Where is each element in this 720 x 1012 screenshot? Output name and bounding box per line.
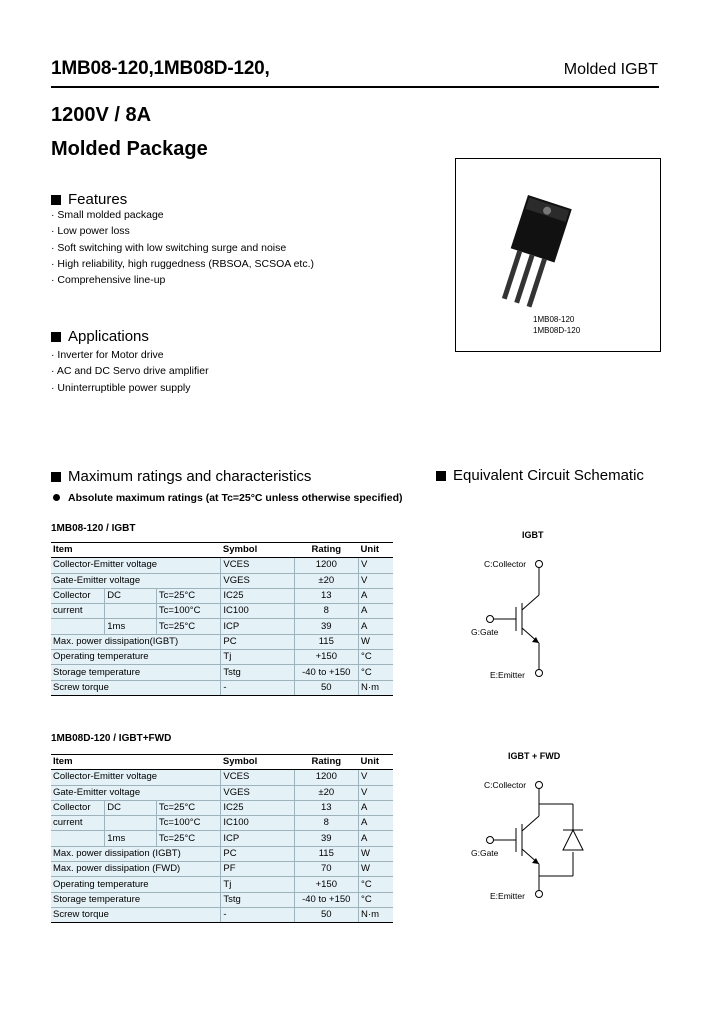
table-row bbox=[51, 862, 393, 877]
col-header-symbol: Symbol bbox=[221, 755, 294, 770]
application-item: · Inverter for Motor drive bbox=[51, 347, 209, 363]
row-symbol: VGES bbox=[221, 573, 294, 588]
row-rating: 50 bbox=[294, 680, 359, 695]
header-rule bbox=[51, 86, 659, 88]
row-item: Screw torque bbox=[51, 680, 221, 695]
table-row bbox=[51, 650, 393, 665]
rating-line: 1200V / 8A bbox=[51, 104, 152, 126]
row-symbol: ICP bbox=[221, 619, 294, 634]
row-unit: W bbox=[359, 634, 393, 649]
table-row bbox=[51, 604, 393, 619]
part-numbers-title: 1MB08-120,1MB08D-120, bbox=[51, 58, 270, 79]
table-row bbox=[51, 800, 393, 815]
row-condition: Tc=25°C bbox=[156, 800, 221, 815]
row-item: Max. power dissipation(IGBT) bbox=[51, 634, 221, 649]
row-sub bbox=[105, 816, 157, 831]
row-condition: Tc=25°C bbox=[156, 619, 221, 634]
feature-item: · High reliability, high ruggedness (RBSOA, SCSOA etc.) bbox=[51, 256, 314, 272]
application-item: · Uninterruptible power supply bbox=[51, 380, 209, 396]
row-rating: -40 to +150 bbox=[294, 892, 359, 907]
row-rating: 8 bbox=[294, 604, 359, 619]
row-rating: +150 bbox=[294, 650, 359, 665]
igbt-circuit-symbol bbox=[470, 555, 570, 680]
table-header-row bbox=[51, 543, 393, 558]
row-symbol: Tj bbox=[221, 877, 294, 892]
square-bullet-icon bbox=[51, 332, 61, 342]
row-unit: °C bbox=[359, 650, 393, 665]
row-unit: V bbox=[359, 558, 393, 573]
row-unit: N·m bbox=[359, 680, 393, 695]
row-unit: V bbox=[359, 573, 393, 588]
feature-item: · Comprehensive line-up bbox=[51, 272, 314, 288]
row-condition: Tc=25°C bbox=[156, 831, 221, 846]
col-header-item: Item bbox=[51, 755, 221, 770]
feature-item: · Low power loss bbox=[51, 223, 314, 239]
row-condition: Tc=100°C bbox=[156, 816, 221, 831]
table-row bbox=[51, 680, 393, 695]
square-bullet-icon bbox=[51, 195, 61, 205]
row-condition: Tc=100°C bbox=[156, 604, 221, 619]
max-ratings-subheading bbox=[53, 492, 403, 504]
row-sub bbox=[105, 604, 157, 619]
device-type: Molded IGBT bbox=[563, 61, 658, 78]
table-row bbox=[51, 831, 393, 846]
table-row bbox=[51, 846, 393, 861]
col-header-symbol: Symbol bbox=[221, 543, 294, 558]
max-ratings-subheading-text: Absolute maximum ratings (at Tc=25°C unless otherwise specified) bbox=[68, 492, 403, 504]
package-line-text: Molded Package bbox=[51, 138, 208, 160]
feature-item: · Small molded package bbox=[51, 207, 314, 223]
square-bullet-icon bbox=[51, 472, 61, 482]
row-unit: A bbox=[359, 831, 393, 846]
row-rating: 1200 bbox=[294, 558, 359, 573]
row-rating: 115 bbox=[294, 846, 359, 861]
row-item: Collector bbox=[51, 800, 105, 815]
igbt-schematic-title: IGBT bbox=[522, 530, 544, 540]
table1-label: 1MB08-120 / IGBT bbox=[51, 523, 136, 534]
row-symbol: Tstg bbox=[221, 665, 294, 680]
row-item: current bbox=[51, 816, 105, 831]
row-item: Collector bbox=[51, 588, 105, 603]
table2-label: 1MB08D-120 / IGBT+FWD bbox=[51, 733, 172, 744]
row-rating: 13 bbox=[294, 800, 359, 815]
application-item: · AC and DC Servo drive amplifier bbox=[51, 363, 209, 379]
table-row bbox=[51, 770, 393, 785]
igbt-emitter-label: E:Emitter bbox=[490, 670, 525, 680]
table-row bbox=[51, 892, 393, 907]
features-heading-text: Features bbox=[68, 191, 128, 208]
row-rating: -40 to +150 bbox=[294, 665, 359, 680]
row-sub: DC bbox=[105, 800, 157, 815]
row-unit: °C bbox=[359, 665, 393, 680]
row-unit: V bbox=[359, 785, 393, 800]
row-rating: 8 bbox=[294, 816, 359, 831]
row-unit: A bbox=[359, 619, 393, 634]
row-unit: A bbox=[359, 604, 393, 619]
row-unit: A bbox=[359, 588, 393, 603]
row-item: current bbox=[51, 604, 105, 619]
row-item: Screw torque bbox=[51, 907, 221, 922]
row-sub: DC bbox=[105, 588, 157, 603]
row-item: Collector-Emitter voltage bbox=[51, 770, 221, 785]
table-header-row bbox=[51, 755, 393, 770]
table-row bbox=[51, 634, 393, 649]
row-rating: 13 bbox=[294, 588, 359, 603]
row-symbol: Tstg bbox=[221, 892, 294, 907]
table-row bbox=[51, 816, 393, 831]
col-header-item: Item bbox=[51, 543, 221, 558]
row-item: Storage temperature bbox=[51, 892, 221, 907]
col-header-rating: Rating bbox=[294, 543, 359, 558]
col-header-unit: Unit bbox=[359, 543, 393, 558]
applications-heading bbox=[51, 328, 149, 345]
row-item bbox=[51, 619, 105, 634]
applications-list bbox=[51, 347, 209, 396]
row-unit: °C bbox=[359, 892, 393, 907]
row-symbol: ICP bbox=[221, 831, 294, 846]
row-condition: Tc=25°C bbox=[156, 588, 221, 603]
ratings-table-2 bbox=[51, 754, 393, 923]
igbt-collector-label: C:Collector bbox=[484, 559, 527, 569]
row-rating: 115 bbox=[294, 634, 359, 649]
features-heading bbox=[51, 191, 127, 208]
fwd-collector-label: C:Collector bbox=[484, 780, 527, 790]
row-item: Gate-Emitter voltage bbox=[51, 573, 221, 588]
max-ratings-heading-text: Maximum ratings and characteristics bbox=[68, 468, 312, 485]
row-unit: N·m bbox=[359, 907, 393, 922]
table-row bbox=[51, 665, 393, 680]
row-unit: A bbox=[359, 800, 393, 815]
photo-caption-1: 1MB08-120 bbox=[533, 315, 575, 324]
row-sub: 1ms bbox=[105, 619, 157, 634]
schematic-heading-text: Equivalent Circuit Schematic bbox=[453, 467, 644, 484]
igbt-gate-label: G:Gate bbox=[471, 627, 499, 637]
row-symbol: PF bbox=[221, 862, 294, 877]
fwd-gate-label: G:Gate bbox=[471, 848, 499, 858]
row-symbol: PC bbox=[221, 846, 294, 861]
row-unit: W bbox=[359, 846, 393, 861]
row-item: Max. power dissipation (FWD) bbox=[51, 862, 221, 877]
fwd-schematic-title: IGBT + FWD bbox=[508, 751, 561, 761]
table-row bbox=[51, 558, 393, 573]
row-item: Operating temperature bbox=[51, 877, 221, 892]
table-row bbox=[51, 619, 393, 634]
row-symbol: Tj bbox=[221, 650, 294, 665]
row-item: Operating temperature bbox=[51, 650, 221, 665]
igbt-fwd-circuit-symbol bbox=[470, 776, 600, 901]
table-row bbox=[51, 588, 393, 603]
photo-caption-2: 1MB08D-120 bbox=[533, 326, 581, 335]
row-item: Storage temperature bbox=[51, 665, 221, 680]
row-item bbox=[51, 831, 105, 846]
row-unit: A bbox=[359, 816, 393, 831]
max-ratings-heading bbox=[51, 468, 311, 485]
row-symbol: IC25 bbox=[221, 800, 294, 815]
square-bullet-icon bbox=[436, 471, 446, 481]
row-rating: 39 bbox=[294, 831, 359, 846]
row-rating: 39 bbox=[294, 619, 359, 634]
row-symbol: PC bbox=[221, 634, 294, 649]
row-rating: 1200 bbox=[294, 770, 359, 785]
row-item: Max. power dissipation (IGBT) bbox=[51, 846, 221, 861]
applications-heading-text: Applications bbox=[68, 328, 149, 345]
row-unit: V bbox=[359, 770, 393, 785]
row-symbol: VGES bbox=[221, 785, 294, 800]
row-symbol: - bbox=[221, 680, 294, 695]
row-symbol: IC25 bbox=[221, 588, 294, 603]
row-rating: ±20 bbox=[294, 573, 359, 588]
table-row bbox=[51, 573, 393, 588]
row-symbol: - bbox=[221, 907, 294, 922]
row-sub: 1ms bbox=[105, 831, 157, 846]
feature-item: · Soft switching with low switching surge and noise bbox=[51, 240, 314, 256]
package-line bbox=[51, 138, 208, 161]
row-item: Collector-Emitter voltage bbox=[51, 558, 221, 573]
table-row bbox=[51, 877, 393, 892]
row-rating: +150 bbox=[294, 877, 359, 892]
schematic-heading bbox=[436, 467, 644, 484]
ratings-table-1 bbox=[51, 542, 393, 696]
row-symbol: VCES bbox=[221, 558, 294, 573]
row-rating: ±20 bbox=[294, 785, 359, 800]
table-row bbox=[51, 907, 393, 922]
row-unit: W bbox=[359, 862, 393, 877]
table-row bbox=[51, 785, 393, 800]
row-item: Gate-Emitter voltage bbox=[51, 785, 221, 800]
fwd-emitter-label: E:Emitter bbox=[490, 891, 525, 901]
product-photo-frame bbox=[455, 158, 661, 352]
features-list bbox=[51, 207, 314, 288]
round-bullet-icon bbox=[53, 494, 60, 501]
row-symbol: IC100 bbox=[221, 604, 294, 619]
row-unit: °C bbox=[359, 877, 393, 892]
row-rating: 50 bbox=[294, 907, 359, 922]
row-rating: 70 bbox=[294, 862, 359, 877]
row-symbol: VCES bbox=[221, 770, 294, 785]
col-header-unit: Unit bbox=[359, 755, 393, 770]
col-header-rating: Rating bbox=[294, 755, 359, 770]
row-symbol: IC100 bbox=[221, 816, 294, 831]
